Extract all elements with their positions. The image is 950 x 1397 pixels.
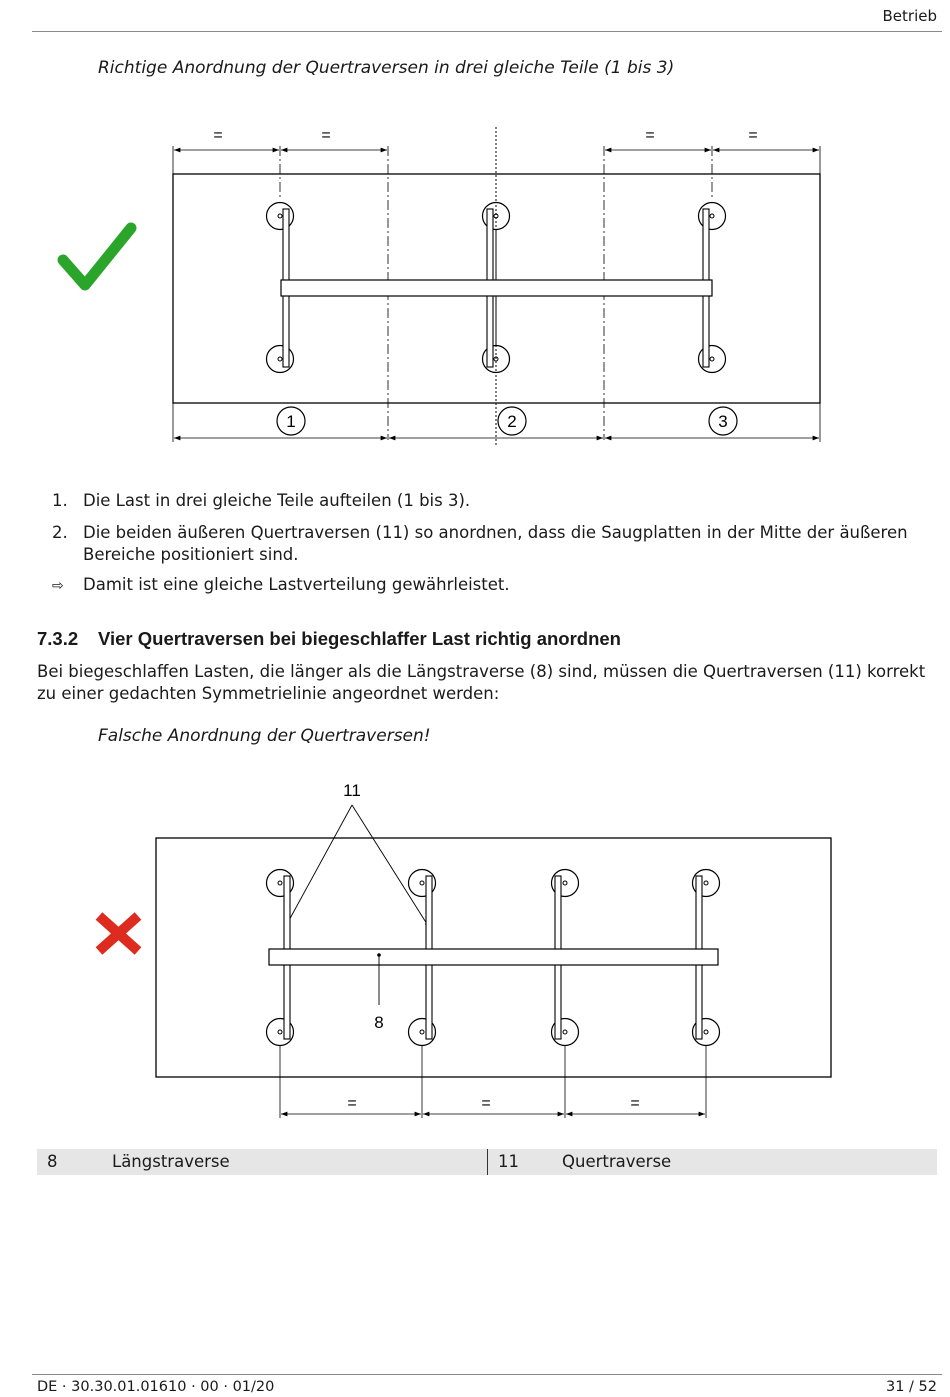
equal-mark: = (645, 127, 655, 144)
header-section-title: Betrieb (882, 7, 937, 25)
section-label-1 (277, 407, 305, 435)
legend-table (37, 1149, 937, 1175)
footer-divider (32, 1374, 942, 1375)
longitudinal-beam (281, 280, 712, 296)
equal-mark: = (347, 1095, 357, 1112)
step-text: Die Last in drei gleiche Teile aufteilen (1 bis 3). (83, 491, 471, 510)
cross-icon (99, 916, 138, 951)
figure2-wrong-arrangement-drawing (0, 775, 950, 1125)
svg-text:2: 2 (507, 412, 517, 431)
equal-mark: = (213, 127, 223, 144)
legend-divider (487, 1149, 488, 1175)
result-text: Damit ist eine gleiche Lastverteilung gewährleistet. (83, 575, 510, 594)
section-paragraph: Bei biegeschlaffen Lasten, die länger als die Längstraverse (8) sind, müssen die Quertraversen (11) korrekt zu einer gedachten Symmetrielinie angeordnet werden: (37, 662, 926, 703)
section-heading (37, 628, 621, 650)
step-number: 1. (52, 491, 68, 510)
result-arrow-icon: ⇨ (52, 578, 64, 594)
equal-mark: = (481, 1095, 491, 1112)
list-item (52, 522, 932, 566)
legend-label: Quertraverse (562, 1152, 672, 1171)
equal-mark: = (321, 127, 331, 144)
checkmark-icon (63, 228, 131, 285)
svg-text:1: 1 (286, 412, 296, 431)
legend-number: 8 (47, 1152, 58, 1171)
legend-number: 11 (498, 1152, 519, 1171)
figure2-caption: Falsche Anordnung der Quertraversen! (98, 726, 431, 746)
figure1-caption: Richtige Anordnung der Quertraversen in drei gleiche Teile (1 bis 3) (98, 58, 675, 78)
section-label-2 (498, 407, 526, 435)
longitudinal-beam (269, 949, 718, 965)
section-number: 7.3.2 (37, 628, 79, 649)
callout-leader (352, 805, 427, 924)
section-title: Vier Quertraversen bei biegeschlaffer Last richtig anordnen (98, 628, 621, 649)
callout-label-8: 8 (374, 1013, 384, 1032)
footer-document-id: DE · 30.30.01.01610 · 00 · 01/20 (37, 1379, 275, 1395)
step-text: Die beiden äußeren Quertraversen (11) so anordnen, dass die Saugplatten in der Mitte der äußeren Bereiche positioniert sind. (83, 523, 908, 564)
legend-label: Längstraverse (112, 1152, 230, 1171)
figure1-correct-arrangement-drawing (0, 110, 950, 455)
section-label-3 (709, 407, 737, 435)
svg-text:3: 3 (718, 412, 728, 431)
footer-page-number: 31 / 52 (885, 1379, 937, 1395)
equal-mark: = (630, 1095, 640, 1112)
equal-mark: = (748, 127, 758, 144)
callout-label-11: 11 (343, 781, 361, 800)
callout-leader (287, 805, 352, 924)
dimension-extension-lines (280, 1046, 706, 1118)
step-number: 2. (52, 523, 68, 542)
header-divider (32, 31, 942, 32)
